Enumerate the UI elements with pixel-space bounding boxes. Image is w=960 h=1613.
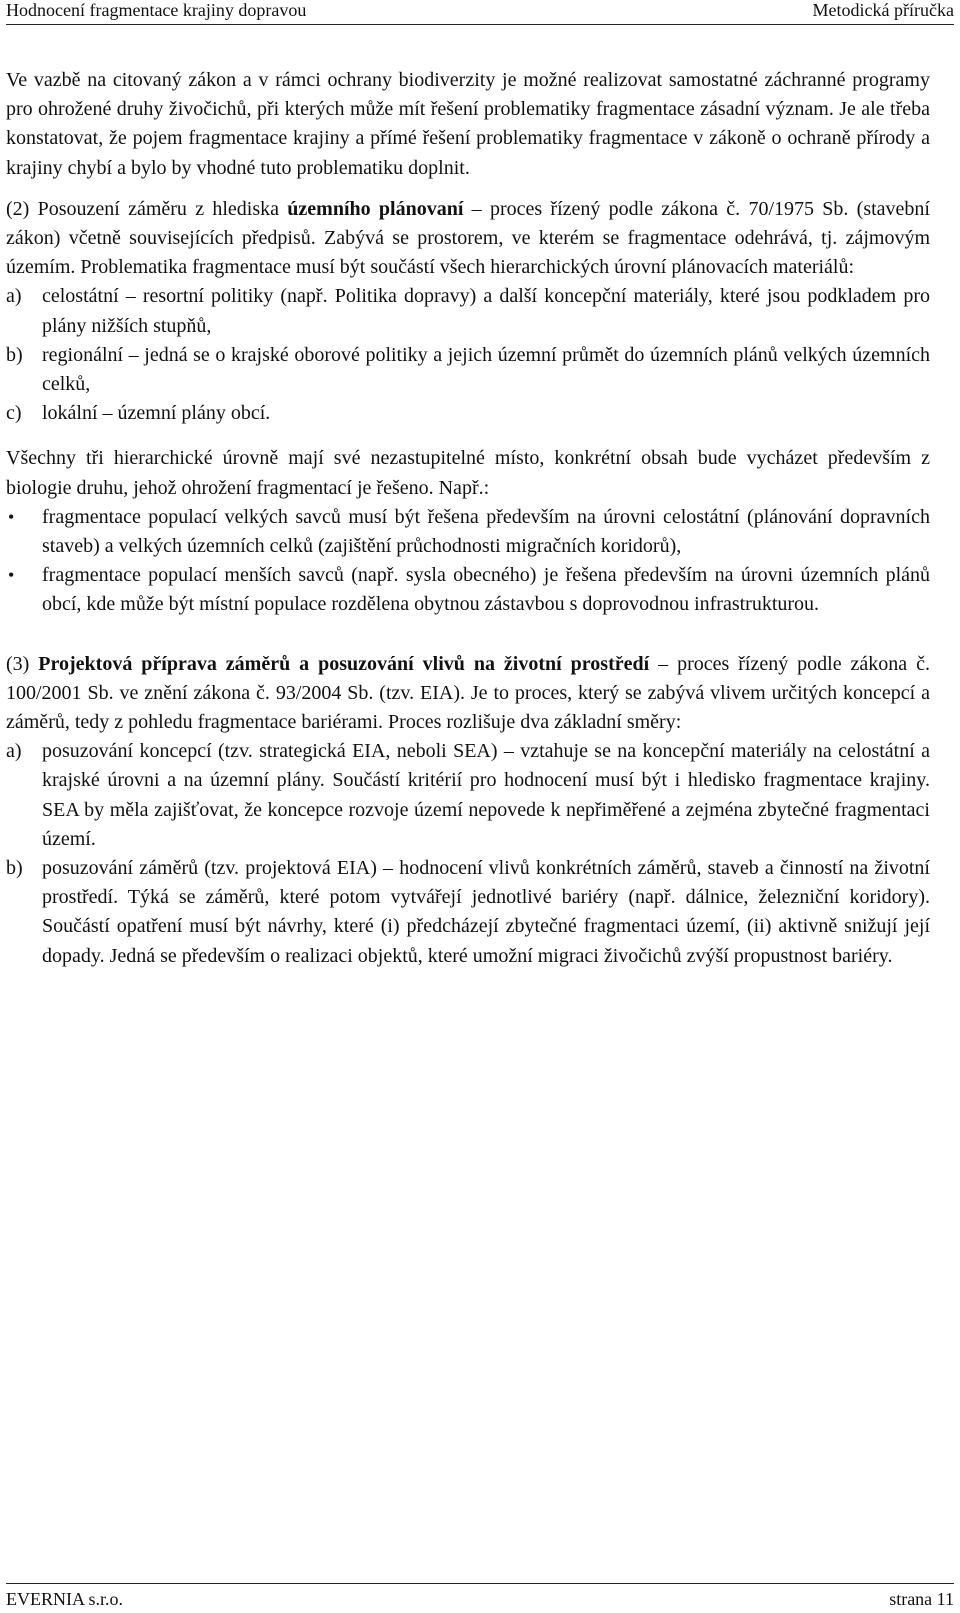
bullet-list bbox=[6, 503, 930, 620]
list-item-text: posuzování koncepcí (tzv. strategická EIA, neboli SEA) – vztahuje se na koncepční materiály na celostátní a krajské úrovni a na územní plány. Součástí kritérií pro hodnocení musí být i hledisko fragmentace krajiny. SEA by měla zajišťovat, že koncepce rozvoje území nepovede k nepřiměřené a zejména zbytečné fragmentaci území. bbox=[42, 740, 930, 850]
section-3-heading: Projektová příprava záměrů a posuzování vlivů na životní prostředí bbox=[38, 652, 650, 675]
header-document-title: Hodnocení fragmentace krajiny dopravou bbox=[6, 0, 307, 20]
paragraph-section-3 bbox=[6, 650, 930, 738]
bullet-item bbox=[6, 503, 930, 561]
footer-company-name: EVERNIA s.r.o. bbox=[6, 1589, 123, 1609]
footer-page-number: strana 11 bbox=[889, 1589, 954, 1609]
page-header bbox=[6, 0, 954, 25]
bullet-icon: • bbox=[8, 506, 15, 527]
list-marker: b) bbox=[6, 343, 23, 366]
document-body bbox=[6, 66, 930, 971]
section-3-text: – proces řízený podle zákona č. 100/2001 Sb. ve znění zákona č. 93/2004 Sb. (tzv. EIA). Je to proces, který se zabývá vlivem určitých koncepcí a záměrů, tedy z pohledu fragmentace bariérami. Proces rozlišuje dva základní směry: bbox=[6, 652, 930, 734]
list-item-text: lokální – územní plány obcí. bbox=[42, 402, 271, 425]
paragraph-section-2 bbox=[6, 195, 930, 283]
assessment-directions-list bbox=[6, 737, 930, 971]
list-item bbox=[6, 399, 930, 428]
list-marker: c) bbox=[6, 402, 22, 425]
section-2-heading: územního plánovaní bbox=[287, 197, 464, 220]
section-2-text: – proces řízený podle zákona č. 70/1975 Sb. (stavební zákon) včetně souvisejících předpisů. Zabývá se prostorem, ve kterém se fragmentace odehrává, tj. zájmovým územím. Problematika fragmentace musí být součástí všech hierarchických úrovní plánovacích materiálů: bbox=[6, 197, 930, 279]
paragraph-hierarchy: Všechny tři hierarchické úrovně mají své nezastupitelné místo, konkrétní obsah bude vycházet především z biologie druhu, jehož ohrožení fragmentací je řešeno. Např.: bbox=[6, 447, 930, 499]
paragraph-intro: Ve vazbě na citovaný zákon a v rámci ochrany biodiverzity je možné realizovat samostatné záchranné programy pro ohrožené druhy živočichů, při kterých může mít řešení problematiky fragmentace zásadní význam. Je ale třeba konstatovat, že pojem fragmentace krajiny a přímé řešení problematiky fragmentace v zákoně o ochraně přírody a krajiny chybí a bylo by vhodné tuto problematiku doplnit. bbox=[6, 69, 930, 179]
list-item-text: celostátní – resortní politiky (např. Politika dopravy) a další koncepční materiály, které jsou podkladem pro plány nižších stupňů, bbox=[42, 285, 930, 337]
page-footer bbox=[6, 1583, 954, 1612]
list-marker: a) bbox=[6, 285, 22, 308]
list-item-text: regionální – jedná se o krajské oborové politiky a jejich územní průmět do územních plánů velkých územních celků, bbox=[42, 343, 930, 396]
section-3-lead: (3) bbox=[6, 652, 39, 675]
bullet-item bbox=[6, 561, 930, 619]
bullet-item-text: fragmentace populací menších savců (např. sysla obecného) je řešena především na úrovni územních plánů obcí, kde může být místní populace rozdělena obytnou zástavbou s doprovodnou infrastrukturou. bbox=[42, 564, 930, 616]
list-item bbox=[6, 854, 930, 971]
list-marker: b) bbox=[6, 857, 23, 880]
list-item bbox=[6, 737, 930, 854]
list-item-text: posuzování záměrů (tzv. projektová EIA) – hodnocení vlivů konkrétních záměrů, staveb a činností na životní prostředí. Týká se záměrů, které potom vytvářejí jednotlivé bariéry (např. dálnice, železniční koridory). Součástí opatření musí být návrhy, které (i) předcházejí zbytečné fragmentaci území, (ii) aktivně snižují její dopady. Jedná se především o realizaci objektů, které umožní migraci živočichů zvýší propustnost bariéry. bbox=[42, 857, 930, 967]
header-publication-type: Metodická příručka bbox=[812, 0, 954, 20]
list-marker: a) bbox=[6, 740, 22, 763]
bullet-icon: • bbox=[8, 565, 15, 586]
list-item bbox=[6, 341, 930, 399]
list-item bbox=[6, 282, 930, 340]
planning-levels-list bbox=[6, 282, 930, 428]
bullet-item-text: fragmentace populací velkých savců musí být řešena především na úrovni celostátní (plánování dopravních staveb) a velkých územních celků (zajištění průchodnosti migračních koridorů), bbox=[42, 505, 930, 558]
section-2-lead: (2) Posouzení záměru z hlediska bbox=[6, 197, 288, 220]
